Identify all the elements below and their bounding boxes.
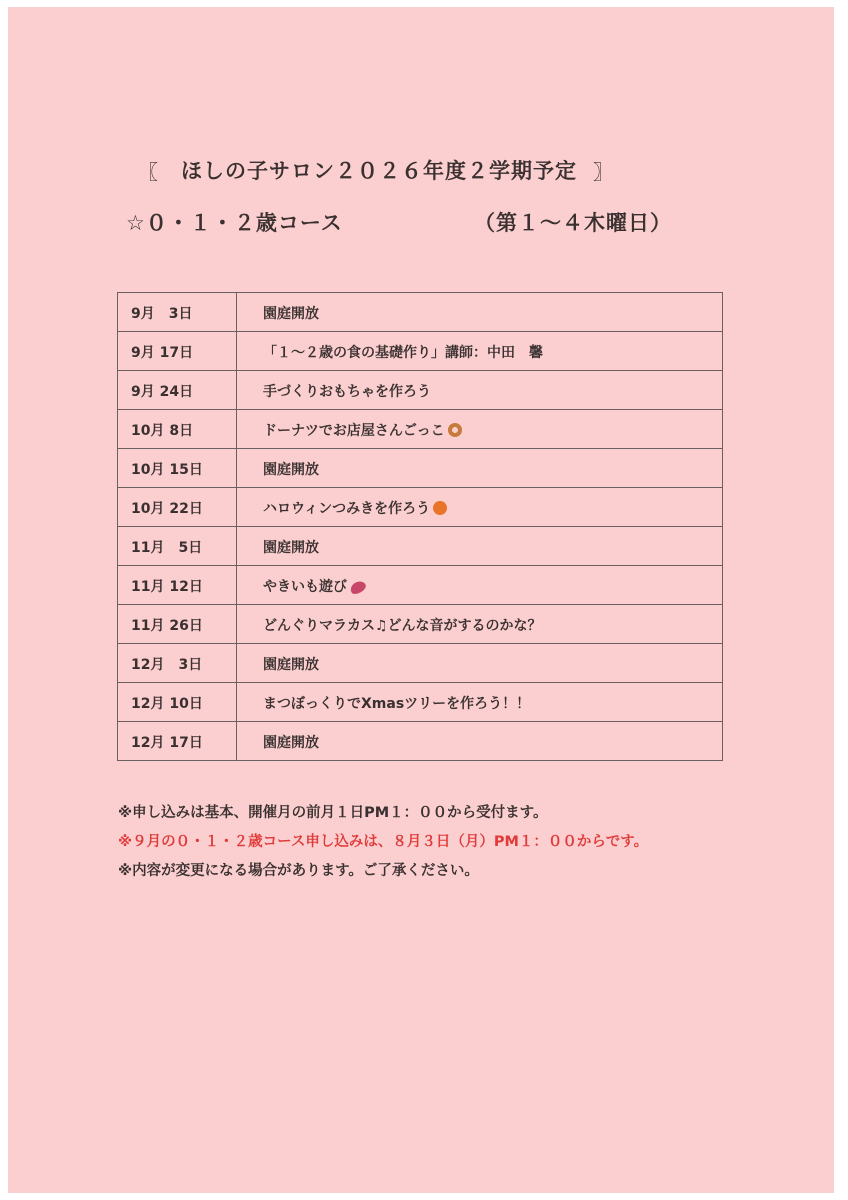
schedule-event-cell	[237, 605, 723, 644]
table-row	[118, 605, 723, 644]
note-september-application: ※９月の０・１・２歳コース申し込みは、８月３日（月）PM１：００からです。	[118, 834, 649, 850]
schedule-event: 園庭開放	[263, 462, 319, 478]
table-row	[118, 488, 723, 527]
course-name: ☆０・１・２歳コース	[126, 211, 343, 235]
table-row	[118, 566, 723, 605]
page-title	[138, 155, 718, 185]
table-row	[118, 449, 723, 488]
title-close-bracket: 〗	[593, 159, 614, 184]
table-row	[118, 722, 723, 761]
schedule-table	[117, 292, 723, 761]
schedule-event-cell	[237, 488, 723, 527]
schedule-event-cell	[237, 293, 723, 332]
note-application: ※申し込みは基本、開催月の前月１日PM１：００から受付ます。	[118, 805, 548, 821]
schedule-event-cell	[237, 371, 723, 410]
donut-icon	[448, 423, 462, 437]
schedule-event: 「１～２歳の食の基礎作り」講師：中田 馨	[263, 345, 543, 361]
table-row	[118, 683, 723, 722]
schedule-event: 園庭開放	[263, 306, 319, 322]
schedule-event: 園庭開放	[263, 735, 319, 751]
schedule-date: 12月 17日	[118, 722, 237, 761]
schedule-date: 12月 10日	[118, 683, 237, 722]
schedule-event: 手づくりおもちゃを作ろう	[263, 384, 431, 400]
schedule-event-cell	[237, 527, 723, 566]
schedule-event-cell	[237, 410, 723, 449]
schedule-event: ハロウィンつみきを作ろう	[263, 501, 431, 517]
schedule-event: ドーナツでお店屋さんごっこ	[263, 423, 445, 439]
pumpkin-icon	[433, 501, 447, 515]
schedule-date: 11月 5日	[118, 527, 237, 566]
schedule-date: 10月 8日	[118, 410, 237, 449]
schedule-event: やきいも遊び	[263, 579, 347, 595]
schedule-event-cell	[237, 683, 723, 722]
title-open-bracket: 〖	[138, 159, 159, 184]
schedule-event-cell	[237, 644, 723, 683]
schedule-event-cell	[237, 566, 723, 605]
table-row	[118, 410, 723, 449]
table-row	[118, 527, 723, 566]
schedule-date: 10月 22日	[118, 488, 237, 527]
table-row	[118, 644, 723, 683]
schedule-event: 園庭開放	[263, 657, 319, 673]
schedule-date: 11月 12日	[118, 566, 237, 605]
course-days: （第１～４木曜日）	[474, 211, 672, 235]
schedule-date: 9月 24日	[118, 371, 237, 410]
table-row	[118, 293, 723, 332]
course-heading	[126, 207, 726, 237]
schedule-event-cell	[237, 332, 723, 371]
schedule-date: 11月 26日	[118, 605, 237, 644]
schedule-event-cell	[237, 449, 723, 488]
schedule-date: 9月 17日	[118, 332, 237, 371]
note-change-notice: ※内容が変更になる場合があります。ご了承ください。	[118, 863, 479, 879]
table-row	[118, 371, 723, 410]
schedule-date: 10月 15日	[118, 449, 237, 488]
sweet-potato-icon	[348, 579, 367, 597]
schedule-event: まつぼっくりでXmasツリーを作ろう！！	[263, 696, 531, 712]
table-row	[118, 332, 723, 371]
schedule-event: どんぐりマラカス♫どんな音がするのかな？	[263, 618, 542, 634]
schedule-event: 園庭開放	[263, 540, 319, 556]
notes-block	[118, 801, 758, 888]
schedule-date: 12月 3日	[118, 644, 237, 683]
title-text: ほしの子サロン２０２６年度２学期予定	[181, 159, 577, 183]
schedule-date: 9月 3日	[118, 293, 237, 332]
schedule-event-cell	[237, 722, 723, 761]
